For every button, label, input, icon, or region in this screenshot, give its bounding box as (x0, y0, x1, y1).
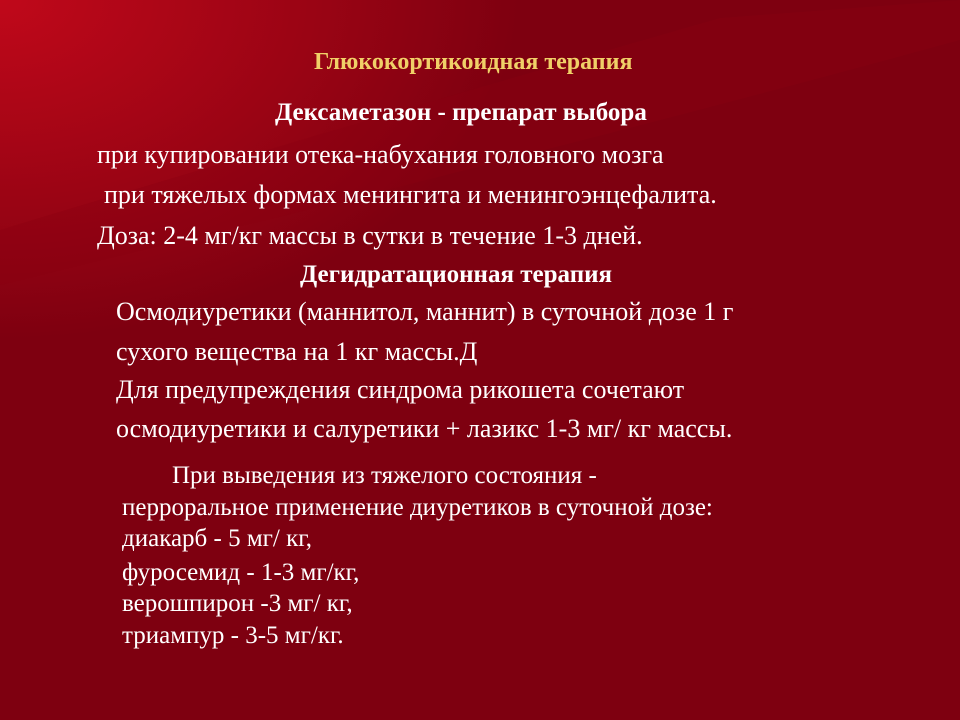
slide-title: Глюкокортикоидная терапия (314, 49, 633, 75)
text-line: перроральное применение диуретиков в суточной дозе: (122, 494, 713, 521)
drug-dose-veroshpiron: верошпирон -3 мг/ кг, (122, 590, 353, 617)
drug-dose-triampur: триампур - 3-5 мг/кг. (122, 622, 344, 649)
text-line: Для предупреждения синдрома рикошета сочетают (116, 375, 685, 404)
text-line: осмодиуретики и салуретики + лазикс 1-3 мг/ кг массы. (116, 414, 733, 443)
text-line: при тяжелых формах менингита и менингоэнцефалита. (104, 180, 717, 209)
drug-dose-diacarb: диакарб - 5 мг/ кг, (122, 525, 312, 552)
section-heading-dexamethasone: Дексаметазон - препарат выбора (275, 99, 647, 126)
text-line: при купировании отека-набухания головного мозга (97, 140, 664, 169)
section-heading-dehydration: Дегидратационная терапия (300, 261, 613, 288)
text-line: Доза: 2-4 мг/кг массы в сутки в течение 1-3 дней. (97, 221, 643, 250)
text-line: Осмодиуретики (маннитол, маннит) в суточной дозе 1 г (116, 297, 734, 326)
drug-dose-furosemide: фуросемид - 1-3 мг/кг, (122, 559, 360, 586)
text-line: При выведения из тяжелого состояния - (172, 462, 597, 489)
text-line: сухого вещества на 1 кг массы.Д (116, 337, 478, 366)
